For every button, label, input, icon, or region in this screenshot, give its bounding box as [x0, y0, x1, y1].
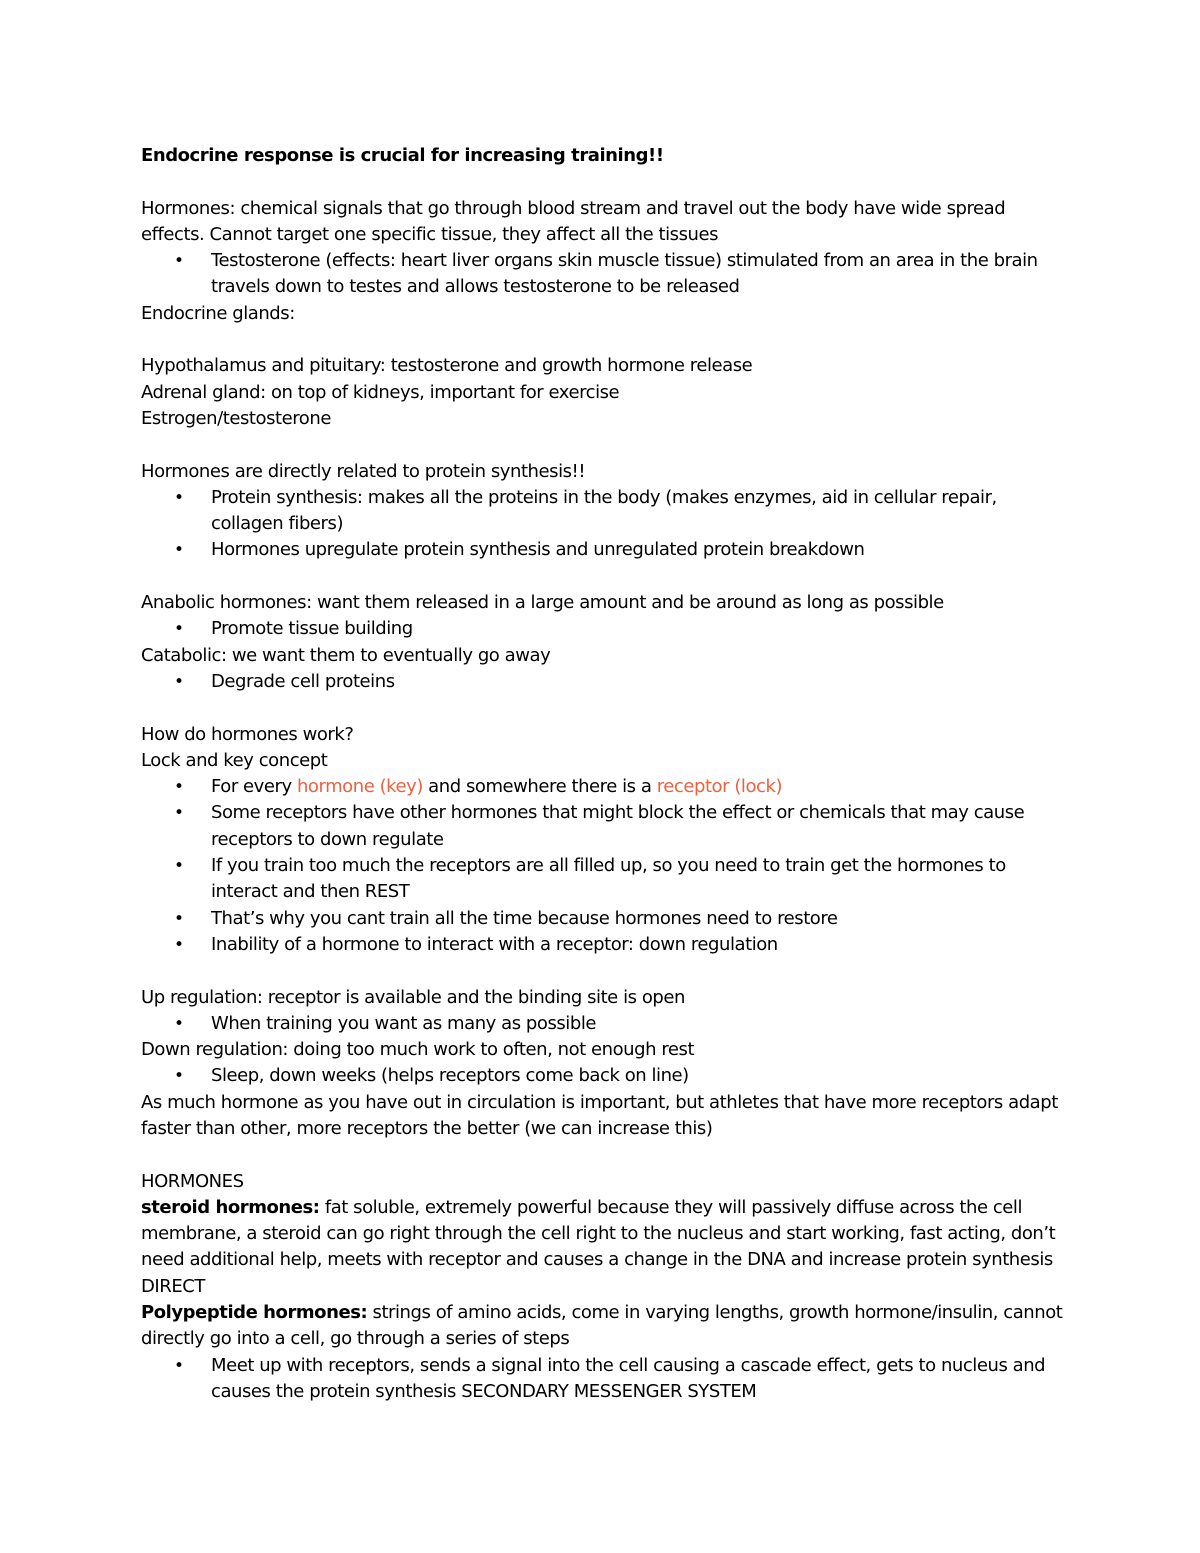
- steroid-label: steroid hormones:: [141, 1196, 320, 1218]
- polypeptide-list: [141, 1353, 1071, 1406]
- bullet-icon: •: [174, 1013, 184, 1034]
- list-item: • If you train too much the receptors are all filled up, so you need to train get the hormones to interact and then REST: [174, 855, 1006, 903]
- spacer: [141, 695, 1071, 721]
- list-item: • That’s why you cant train all the time because hormones need to restore: [141, 906, 1071, 932]
- document-title: Endocrine response is crucial for increasing training!!: [141, 145, 664, 166]
- protein-heading: Hormones are directly related to protein synthesis!!: [141, 460, 586, 482]
- endocrine-glands-heading: Endocrine glands:: [141, 302, 295, 324]
- bullet-icon: •: [174, 487, 184, 508]
- list-item: • Testosterone (effects: heart liver organs skin muscle tissue) stimulated from an area in the brain travels down to testes and allows testosterone to be released: [174, 250, 1038, 298]
- spacer: [141, 327, 1071, 353]
- hormone-key-highlight: hormone (key): [296, 776, 423, 798]
- bullet-icon: •: [174, 619, 184, 640]
- hormones-definition: Hormones: chemical signals that go through blood stream and travel out the body have wide spread effects. Cannot target one specific tissue, they affect all the tissues: [141, 197, 1006, 245]
- spacer: [141, 1142, 1071, 1168]
- estrogen-line: Estrogen/testosterone: [141, 407, 331, 429]
- lock-key-list: [141, 774, 1071, 958]
- list-item: • Inability of a hormone to interact with a receptor: down regulation: [141, 932, 1071, 958]
- list-item: • Degrade cell proteins: [141, 669, 1071, 695]
- protein-list: [141, 485, 1071, 564]
- list-item: • When training you want as many as possible: [141, 1011, 1071, 1037]
- list-item: • Sleep, down weeks (helps receptors come back on line): [141, 1063, 1071, 1089]
- bullet-icon: •: [174, 1066, 184, 1087]
- list-item: • Some receptors have other hormones that might block the effect or chemicals that may cause receptors to down regulate: [174, 802, 1025, 850]
- spacer: [141, 958, 1071, 984]
- spacer: [141, 432, 1071, 458]
- bullet-icon: •: [174, 540, 184, 561]
- list-item: • Hormones upregulate protein synthesis and unregulated protein breakdown: [141, 537, 1071, 563]
- hypothalamus-line: Hypothalamus and pituitary: testosterone and growth hormone release: [141, 355, 753, 377]
- down-regulation-list: [141, 1063, 1071, 1089]
- bullet-icon: •: [174, 1355, 184, 1376]
- receptor-lock-highlight: receptor (lock): [656, 776, 783, 798]
- list-item: • Meet up with receptors, sends a signal into the cell causing a cascade effect, gets to nucleus and causes the protein synthesis SECONDARY MESSENGER SYSTEM: [174, 1354, 1046, 1402]
- down-regulation-line: Down regulation: doing too much work to often, not enough rest: [141, 1039, 695, 1061]
- circulation-paragraph: As much hormone as you have out in circulation is important, but athletes that have more receptors adapt faster than other, more receptors the better (we can increase this): [141, 1091, 1058, 1139]
- spacer: [141, 169, 1071, 195]
- up-regulation-list: [141, 1011, 1071, 1037]
- catabolic-line: Catabolic: we want them to eventually go away: [141, 644, 551, 666]
- list-item: • Protein synthesis: makes all the proteins in the body (makes enzymes, aid in cellular repair, collagen fibers): [174, 486, 997, 535]
- anabolic-line: Anabolic hormones: want them released in a large amount and be around as long as possible: [141, 592, 944, 614]
- adrenal-line: Adrenal gland: on top of kidneys, important for exercise: [141, 381, 620, 403]
- polypeptide-paragraph: Polypeptide hormones: strings of amino acids, come in varying lengths, growth hormone/insulin, cannot directly go into a cell, go through a series of steps: [141, 1302, 1063, 1350]
- list-item: • Promote tissue building: [141, 616, 1071, 642]
- bullet-icon: •: [174, 671, 184, 692]
- bullet-icon: •: [174, 803, 184, 824]
- testosterone-list: [141, 248, 1071, 301]
- bullet-icon: •: [174, 908, 184, 929]
- hormones-section-heading: HORMONES: [141, 1170, 244, 1192]
- bullet-icon: •: [174, 856, 184, 877]
- bullet-icon: •: [174, 777, 184, 798]
- up-regulation-line: Up regulation: receptor is available and the binding site is open: [141, 986, 685, 1008]
- spacer: [141, 564, 1071, 590]
- bullet-icon: •: [174, 251, 184, 272]
- anabolic-list: [141, 616, 1071, 642]
- steroid-paragraph: steroid hormones: fat soluble, extremely powerful because they will passively diffuse across the cell membrane, a steroid can go right through the cell right to the nucleus and start working, fast acting, don’t need additional help, meets with receptor and causes a change in the DNA and increase protein synthesis DIRECT: [141, 1196, 1056, 1297]
- polypeptide-label: Polypeptide hormones:: [141, 1302, 368, 1324]
- document-body: [141, 143, 1071, 1405]
- how-hormones-work-heading: How do hormones work?: [141, 723, 354, 745]
- bullet-icon: •: [174, 934, 184, 955]
- list-item: • For every hormone (key) and somewhere there is a receptor (lock): [141, 774, 1071, 800]
- catabolic-list: [141, 669, 1071, 695]
- lock-key-heading: Lock and key concept: [141, 749, 328, 771]
